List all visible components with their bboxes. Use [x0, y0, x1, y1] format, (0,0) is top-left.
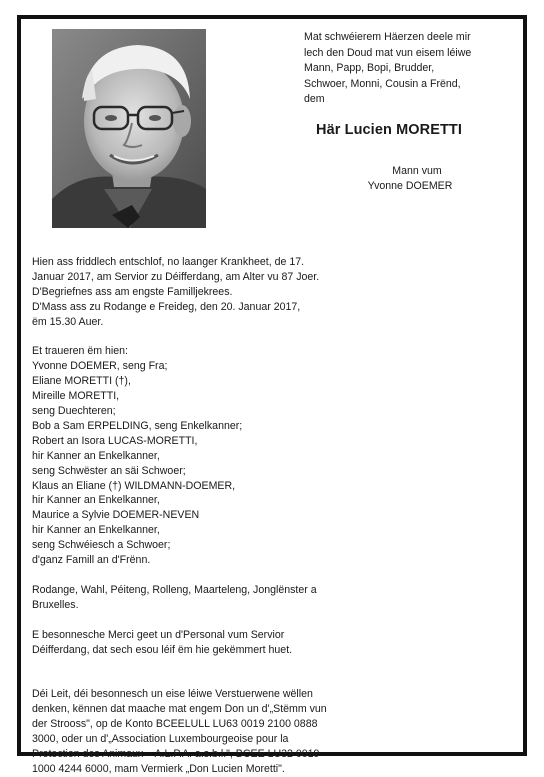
intro-line: lech den Doud mat vun eisem léiwe	[304, 46, 472, 59]
notice-body	[32, 255, 522, 777]
spouse-block	[357, 164, 477, 194]
deceased-name: Här Lucien MORETTI	[316, 122, 463, 138]
mourner-line: d'ganz Famill an d'Frënn.	[32, 554, 151, 567]
mourner-line: seng Schwéiesch a Schwoer;	[32, 539, 171, 552]
thanks-line: E besonnesche Merci geet un d'Personal vum Servior	[32, 628, 285, 641]
mourner-line: Et traueren ëm hien:	[32, 345, 128, 358]
donation-line: der Strooss", op de Konto BCEELULL LU63 0019 2100 0888	[32, 718, 318, 731]
announcement-line: ëm 15.30 Auer.	[32, 315, 104, 328]
mourner-line: hir Kanner an Enkelkanner,	[32, 524, 160, 537]
intro-line: Mann, Papp, Bopi, Brudder,	[304, 62, 435, 75]
mourner-line: Maurice a Sylvie DOEMER-NEVEN	[32, 509, 200, 522]
donation-line: 3000, oder un d'„Association Luxembourgeoise pour la	[32, 732, 289, 745]
places-line: Rodange, Wahl, Péiteng, Rolleng, Maarteleng, Jonglënster a	[32, 583, 317, 596]
donation-paragraph	[32, 687, 522, 776]
mourner-line: Yvonne DOEMER, seng Fra;	[32, 360, 168, 373]
portrait-image	[52, 29, 206, 228]
death-notice	[17, 15, 527, 775]
announcement-line: D'Mass ass zu Rodange e Freideg, den 20. Januar 2017,	[32, 300, 301, 313]
mourner-line: seng Schwëster an säi Schwoer;	[32, 464, 186, 477]
mourner-line: Eliane MORETTI (†),	[32, 375, 131, 388]
intro-line: Schwoer, Monni, Cousin a Frënd,	[304, 77, 461, 90]
mourner-line: hir Kanner an Enkelkanner,	[32, 449, 160, 462]
places-paragraph	[32, 583, 522, 613]
mourner-line: seng Duechteren;	[32, 405, 116, 418]
announcement-paragraph	[32, 255, 522, 330]
donation-line: 1000 4244 6000, mam Vermierk „Don Lucien Moretti".	[32, 762, 285, 775]
donation-line: denken, kënnen dat maache mat engem Don un d'„Stëmm vun	[32, 703, 327, 716]
intro-text	[304, 30, 524, 108]
intro-line: dem	[304, 93, 325, 106]
spouse-line: Mann vum	[392, 165, 442, 177]
mourner-line: Klaus an Eliane (†) WILDMANN-DOEMER,	[32, 479, 236, 492]
thanks-line: Déifferdang, dat sech esou léif ëm hie gekëmmert huet.	[32, 643, 293, 656]
places-line: Bruxelles.	[32, 598, 79, 611]
announcement-line: D'Begriefnes ass am engste Familljekrees.	[32, 285, 233, 298]
mourners-list	[32, 344, 522, 568]
spouse-name: Yvonne DOEMER	[367, 180, 453, 192]
announcement-line: Hien ass friddlech entschlof, no laanger Krankheet, de 17.	[32, 256, 305, 268]
mourner-line: hir Kanner an Enkelkanner,	[32, 494, 160, 507]
donation-line: Déi Leit, déi besonnesch un eise léiwe Verstuerwene wëllen	[32, 688, 313, 701]
portrait-photo	[52, 29, 206, 228]
intro-line: Mat schwéierem Häerzen deele mir	[304, 31, 471, 43]
donation-line: Protection des Animaux – A.L.P.A. a.s.b.l.", BCEE LU32 0019	[32, 747, 320, 760]
thanks-paragraph	[32, 628, 522, 658]
announcement-line: Januar 2017, am Servior zu Déifferdang, am Alter vu 87 Joer.	[32, 270, 320, 283]
mourner-line: Mireille MORETTI,	[32, 390, 120, 403]
mourner-line: Bob a Sam ERPELDING, seng Enkelkanner;	[32, 419, 243, 432]
mourner-line: Robert an Isora LUCAS-MORETTI,	[32, 434, 198, 447]
